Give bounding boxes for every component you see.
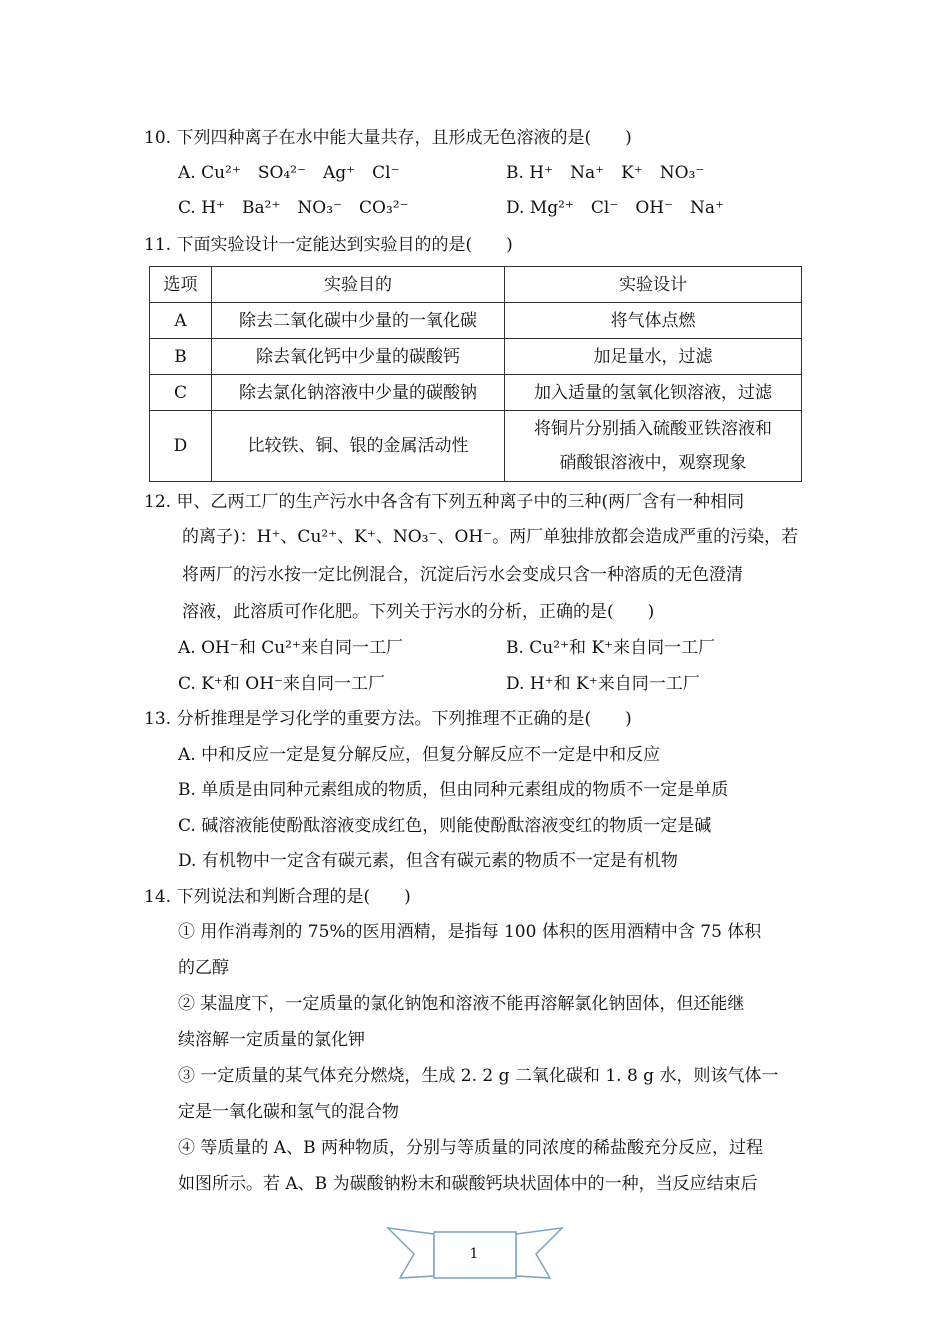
experiment-table [149, 266, 802, 482]
q13-option-d: D. 有机物中一定含有碳元素，但含有碳元素的物质不一定是有机物 [178, 851, 678, 871]
q14-statement-4-line2: 如图所示。若 A、B 为碳酸钠粉末和碳酸钙块状固体中的一种，当反应结束后 [178, 1174, 758, 1194]
row-design: 加入适量的氢氧化钡溶液，过滤 [505, 375, 802, 411]
q14-statement-1-line2: 的乙醇 [178, 958, 229, 978]
header-design: 实验设计 [505, 267, 802, 303]
q11-stem: 11. 下面实验设计一定能达到实验目的的是( ) [144, 235, 513, 255]
q12-line4: 溶液，此溶质可作化肥。下列关于污水的分析，正确的是( ) [182, 602, 655, 622]
q12-option-b: B. Cu²⁺和 K⁺来自同一工厂 [506, 638, 716, 658]
row-goal: 除去氯化钠溶液中少量的碳酸钠 [212, 375, 505, 411]
q12-line2: 的离子)：H⁺、Cu²⁺、K⁺、NO₃⁻、OH⁻。两厂单独排放都会造成严重的污染，若 [182, 527, 799, 547]
q13-option-b: B. 单质是由同种元素组成的物质，但由同种元素组成的物质不一定是单质 [178, 780, 729, 800]
row-design: 将气体点燃 [505, 303, 802, 339]
q10-stem: 10. 下列四种离子在水中能大量共存，且形成无色溶液的是( ) [144, 128, 632, 148]
q12-option-a: A. OH⁻和 Cu²⁺来自同一工厂 [178, 638, 403, 658]
row-design: 加足量水，过滤 [505, 339, 802, 375]
row-goal: 除去氧化钙中少量的碳酸钙 [212, 339, 505, 375]
row-design-line2: 硝酸银溶液中，观察现象 [559, 453, 747, 473]
row-option: A [150, 303, 212, 339]
q12-option-d: D. H⁺和 K⁺来自同一工厂 [506, 674, 700, 694]
header-option: 选项 [150, 267, 212, 303]
row-goal: 除去二氧化碳中少量的一氧化碳 [212, 303, 505, 339]
table-row [150, 339, 802, 375]
q10-option-d: D. Mg²⁺ Cl⁻ OH⁻ Na⁺ [506, 198, 725, 218]
row-option: C [150, 375, 212, 411]
table-row [150, 411, 802, 482]
q13-option-a: A. 中和反应一定是复分解反应，但复分解反应不一定是中和反应 [178, 745, 661, 765]
q14-statement-3-line2: 定是一氧化碳和氢气的混合物 [178, 1102, 399, 1122]
q12-line1: 12. 甲、乙两工厂的生产污水中各含有下列五种离子中的三种(两厂含有一种相同 [144, 492, 745, 512]
q10-option-a: A. Cu²⁺ SO₄²⁻ Ag⁺ Cl⁻ [178, 163, 400, 183]
q14-statement-2-line2: 续溶解一定质量的氯化钾 [178, 1030, 365, 1050]
row-design [505, 411, 802, 482]
q14-statement-2-line1: ② 某温度下，一定质量的氯化钠饱和溶液不能再溶解氯化钠固体，但还能继 [178, 994, 745, 1014]
table-row [150, 375, 802, 411]
q13-option-c: C. 碱溶液能使酚酞溶液变成红色，则能使酚酞溶液变红的物质一定是碱 [178, 816, 712, 836]
row-option: B [150, 339, 212, 375]
header-goal: 实验目的 [212, 267, 505, 303]
q13-stem: 13. 分析推理是学习化学的重要方法。下列推理不正确的是( ) [144, 709, 632, 729]
table-header-row [150, 267, 802, 303]
table-row [150, 303, 802, 339]
page-number: 1 [469, 1246, 479, 1262]
q14-stem: 14. 下列说法和判断合理的是( ) [144, 887, 411, 907]
q10-option-b: B. H⁺ Na⁺ K⁺ NO₃⁻ [506, 163, 705, 183]
q12-option-c: C. K⁺和 OH⁻来自同一工厂 [178, 674, 386, 694]
q14-statement-4-line1: ④ 等质量的 A、B 两种物质，分别与等质量的同浓度的稀盐酸充分反应，过程 [178, 1138, 763, 1158]
q12-line3: 将两厂的污水按一定比例混合，沉淀后污水会变成只含一种溶质的无色澄清 [182, 565, 743, 585]
q10-option-c: C. H⁺ Ba²⁺ NO₃⁻ CO₃²⁻ [178, 198, 409, 218]
row-option: D [150, 411, 212, 482]
q14-statement-3-line1: ③ 一定质量的某气体充分燃烧，生成 2. 2 g 二氧化碳和 1. 8 g 水，则该气体一 [178, 1066, 779, 1086]
q14-statement-1-line1: ① 用作消毒剂的 75%的医用酒精，是指每 100 体积的医用酒精中含 75 体积 [178, 922, 762, 942]
row-design-line1: 将铜片分别插入硫酸亚铁溶液和 [534, 419, 772, 439]
row-goal: 比较铁、铜、银的金属活动性 [212, 411, 505, 482]
